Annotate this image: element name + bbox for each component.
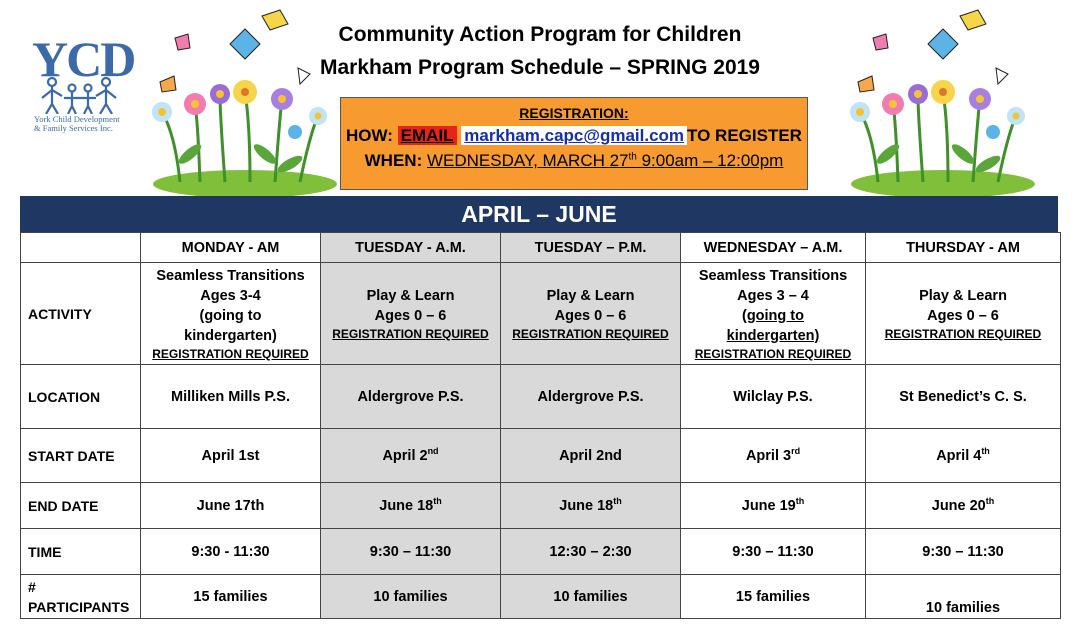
activity-note: kindergarten)	[184, 327, 277, 344]
email-label: EMAIL	[398, 126, 457, 145]
participants-cell	[866, 575, 1061, 619]
when-time: 9:00am – 12:00pm	[636, 151, 784, 170]
row-label-end-date: END DATE	[21, 483, 141, 529]
activity-ages: Ages 3-4	[200, 287, 261, 304]
activity-note: kindergarten)	[726, 327, 820, 344]
location-cell: Wilclay P.S.	[681, 365, 866, 429]
time-cell: 9:30 – 11:30	[866, 529, 1061, 575]
ycd-logo	[28, 31, 140, 133]
time-row	[21, 529, 1061, 575]
activity-title: Play & Learn	[366, 287, 455, 304]
location-cell: Milliken Mills P.S.	[141, 365, 321, 429]
header-row	[21, 233, 1061, 263]
day-header-monday: MONDAY - AM	[141, 233, 321, 263]
location-cell: Aldergrove P.S.	[321, 365, 501, 429]
ordinal-suffix: th	[985, 495, 995, 506]
flower-garden-illustration-right	[848, 4, 1038, 196]
logo-org-line1: York Child Development	[34, 114, 120, 124]
end-date-cell	[501, 483, 681, 529]
row-label-start-date: START DATE	[21, 429, 141, 483]
start-date: April 2	[382, 447, 428, 464]
season-banner: APRIL – JUNE	[20, 196, 1058, 232]
ordinal-suffix: th	[795, 495, 805, 506]
activity-cell	[321, 263, 501, 365]
end-date: June 17th	[196, 497, 265, 514]
activity-ages: Ages 3 – 4	[737, 287, 809, 304]
registration-heading: REGISTRATION:	[519, 105, 629, 121]
activity-title: Seamless Transitions	[698, 267, 848, 284]
registration-box	[340, 97, 808, 190]
participants-cell: 15 families	[681, 575, 866, 619]
participants-cell: 10 families	[501, 575, 681, 619]
start-date-cell	[681, 429, 866, 483]
activity-note: (going to	[741, 307, 804, 324]
time-cell: 9:30 - 11:30	[141, 529, 321, 575]
time-cell: 12:30 – 2:30	[501, 529, 681, 575]
activity-cell	[866, 263, 1061, 365]
end-date: June 18	[559, 497, 614, 514]
participants-cell: 10 families	[321, 575, 501, 619]
page-title: Community Action Program for Children	[338, 23, 742, 46]
logo-org-line2: & Family Services Inc.	[34, 123, 113, 133]
end-date: June 18	[379, 497, 434, 514]
start-date: April 4	[936, 447, 982, 464]
row-label-time: TIME	[21, 529, 141, 575]
end-date: June 19	[741, 497, 796, 514]
row-label-location: LOCATION	[21, 365, 141, 429]
end-date-row	[21, 483, 1061, 529]
start-date-cell	[866, 429, 1061, 483]
location-row	[21, 365, 1061, 429]
activity-cell	[681, 263, 866, 365]
activity-cell	[141, 263, 321, 365]
when-date-suffix: th	[628, 151, 637, 163]
end-date-cell	[681, 483, 866, 529]
when-date-text: WEDNESDAY, MARCH 27	[426, 151, 629, 170]
row-label-hash: #	[28, 578, 36, 595]
row-label-participants-text: PARTICIPANTS	[28, 598, 130, 615]
ordinal-suffix: th	[613, 495, 622, 506]
row-label-participants	[21, 575, 141, 619]
participants-row	[21, 575, 1061, 619]
day-header-tuesday-am: TUESDAY - A.M.	[321, 233, 501, 263]
activity-ages: Ages 0 – 6	[374, 307, 447, 324]
end-date-cell	[321, 483, 501, 529]
registration-when	[341, 151, 807, 171]
start-date-row	[21, 429, 1061, 483]
page-subtitle: Markham Program Schedule – SPRING 2019	[319, 56, 760, 79]
activity-title: Play & Learn	[919, 287, 1007, 304]
activity-note: (going to	[199, 307, 262, 324]
family-figures-icon	[38, 74, 118, 114]
registration-how	[341, 126, 807, 146]
start-date-cell	[141, 429, 321, 483]
when-date	[427, 151, 783, 170]
registration-required-note: REGISTRATION REQUIRED	[152, 346, 309, 361]
registration-required-note: REGISTRATION REQUIRED	[884, 326, 1042, 341]
when-label: WHEN:	[364, 151, 423, 170]
ordinal-suffix: nd	[427, 445, 439, 456]
email-link[interactable]: markham.capc@gmail.com	[461, 126, 687, 145]
location-cell: St Benedict’s C. S.	[866, 365, 1061, 429]
how-label: HOW:	[346, 126, 393, 145]
ordinal-suffix: th	[433, 495, 442, 506]
activity-cell	[501, 263, 681, 365]
ordinal-suffix: th	[981, 445, 990, 456]
activity-row	[21, 263, 1061, 365]
time-cell: 9:30 – 11:30	[681, 529, 866, 575]
end-date: June 20	[931, 497, 986, 514]
start-date-cell	[321, 429, 501, 483]
start-date: April 1st	[201, 447, 260, 464]
day-header-thursday: THURSDAY - AM	[866, 233, 1061, 263]
activity-title: Play & Learn	[546, 287, 635, 304]
corner-cell	[21, 233, 141, 263]
start-date-cell	[501, 429, 681, 483]
row-label-activity: ACTIVITY	[21, 263, 141, 365]
activity-title: Seamless Transitions	[156, 267, 305, 284]
participants-cell: 15 families	[141, 575, 321, 619]
start-date: April 2nd	[559, 447, 622, 464]
logo-letters: YCD	[32, 31, 135, 87]
day-header-tuesday-pm: TUESDAY – P.M.	[501, 233, 681, 263]
activity-ages: Ages 0 – 6	[554, 307, 627, 324]
ordinal-suffix: rd	[791, 445, 801, 456]
start-date: April 3	[745, 447, 792, 464]
registration-required-note: REGISTRATION REQUIRED	[332, 326, 489, 341]
registration-required-note: REGISTRATION REQUIRED	[694, 346, 852, 361]
how-suffix: TO REGISTER	[687, 126, 802, 145]
activity-ages: Ages 0 – 6	[927, 307, 999, 324]
end-date-cell	[141, 483, 321, 529]
end-date-cell	[866, 483, 1061, 529]
participants-count: 10 families	[925, 599, 1001, 616]
day-header-wednesday: WEDNESDAY – A.M.	[681, 233, 866, 263]
schedule-table	[20, 232, 1061, 619]
time-cell: 9:30 – 11:30	[321, 529, 501, 575]
registration-required-note: REGISTRATION REQUIRED	[512, 326, 669, 341]
location-cell: Aldergrove P.S.	[501, 365, 681, 429]
